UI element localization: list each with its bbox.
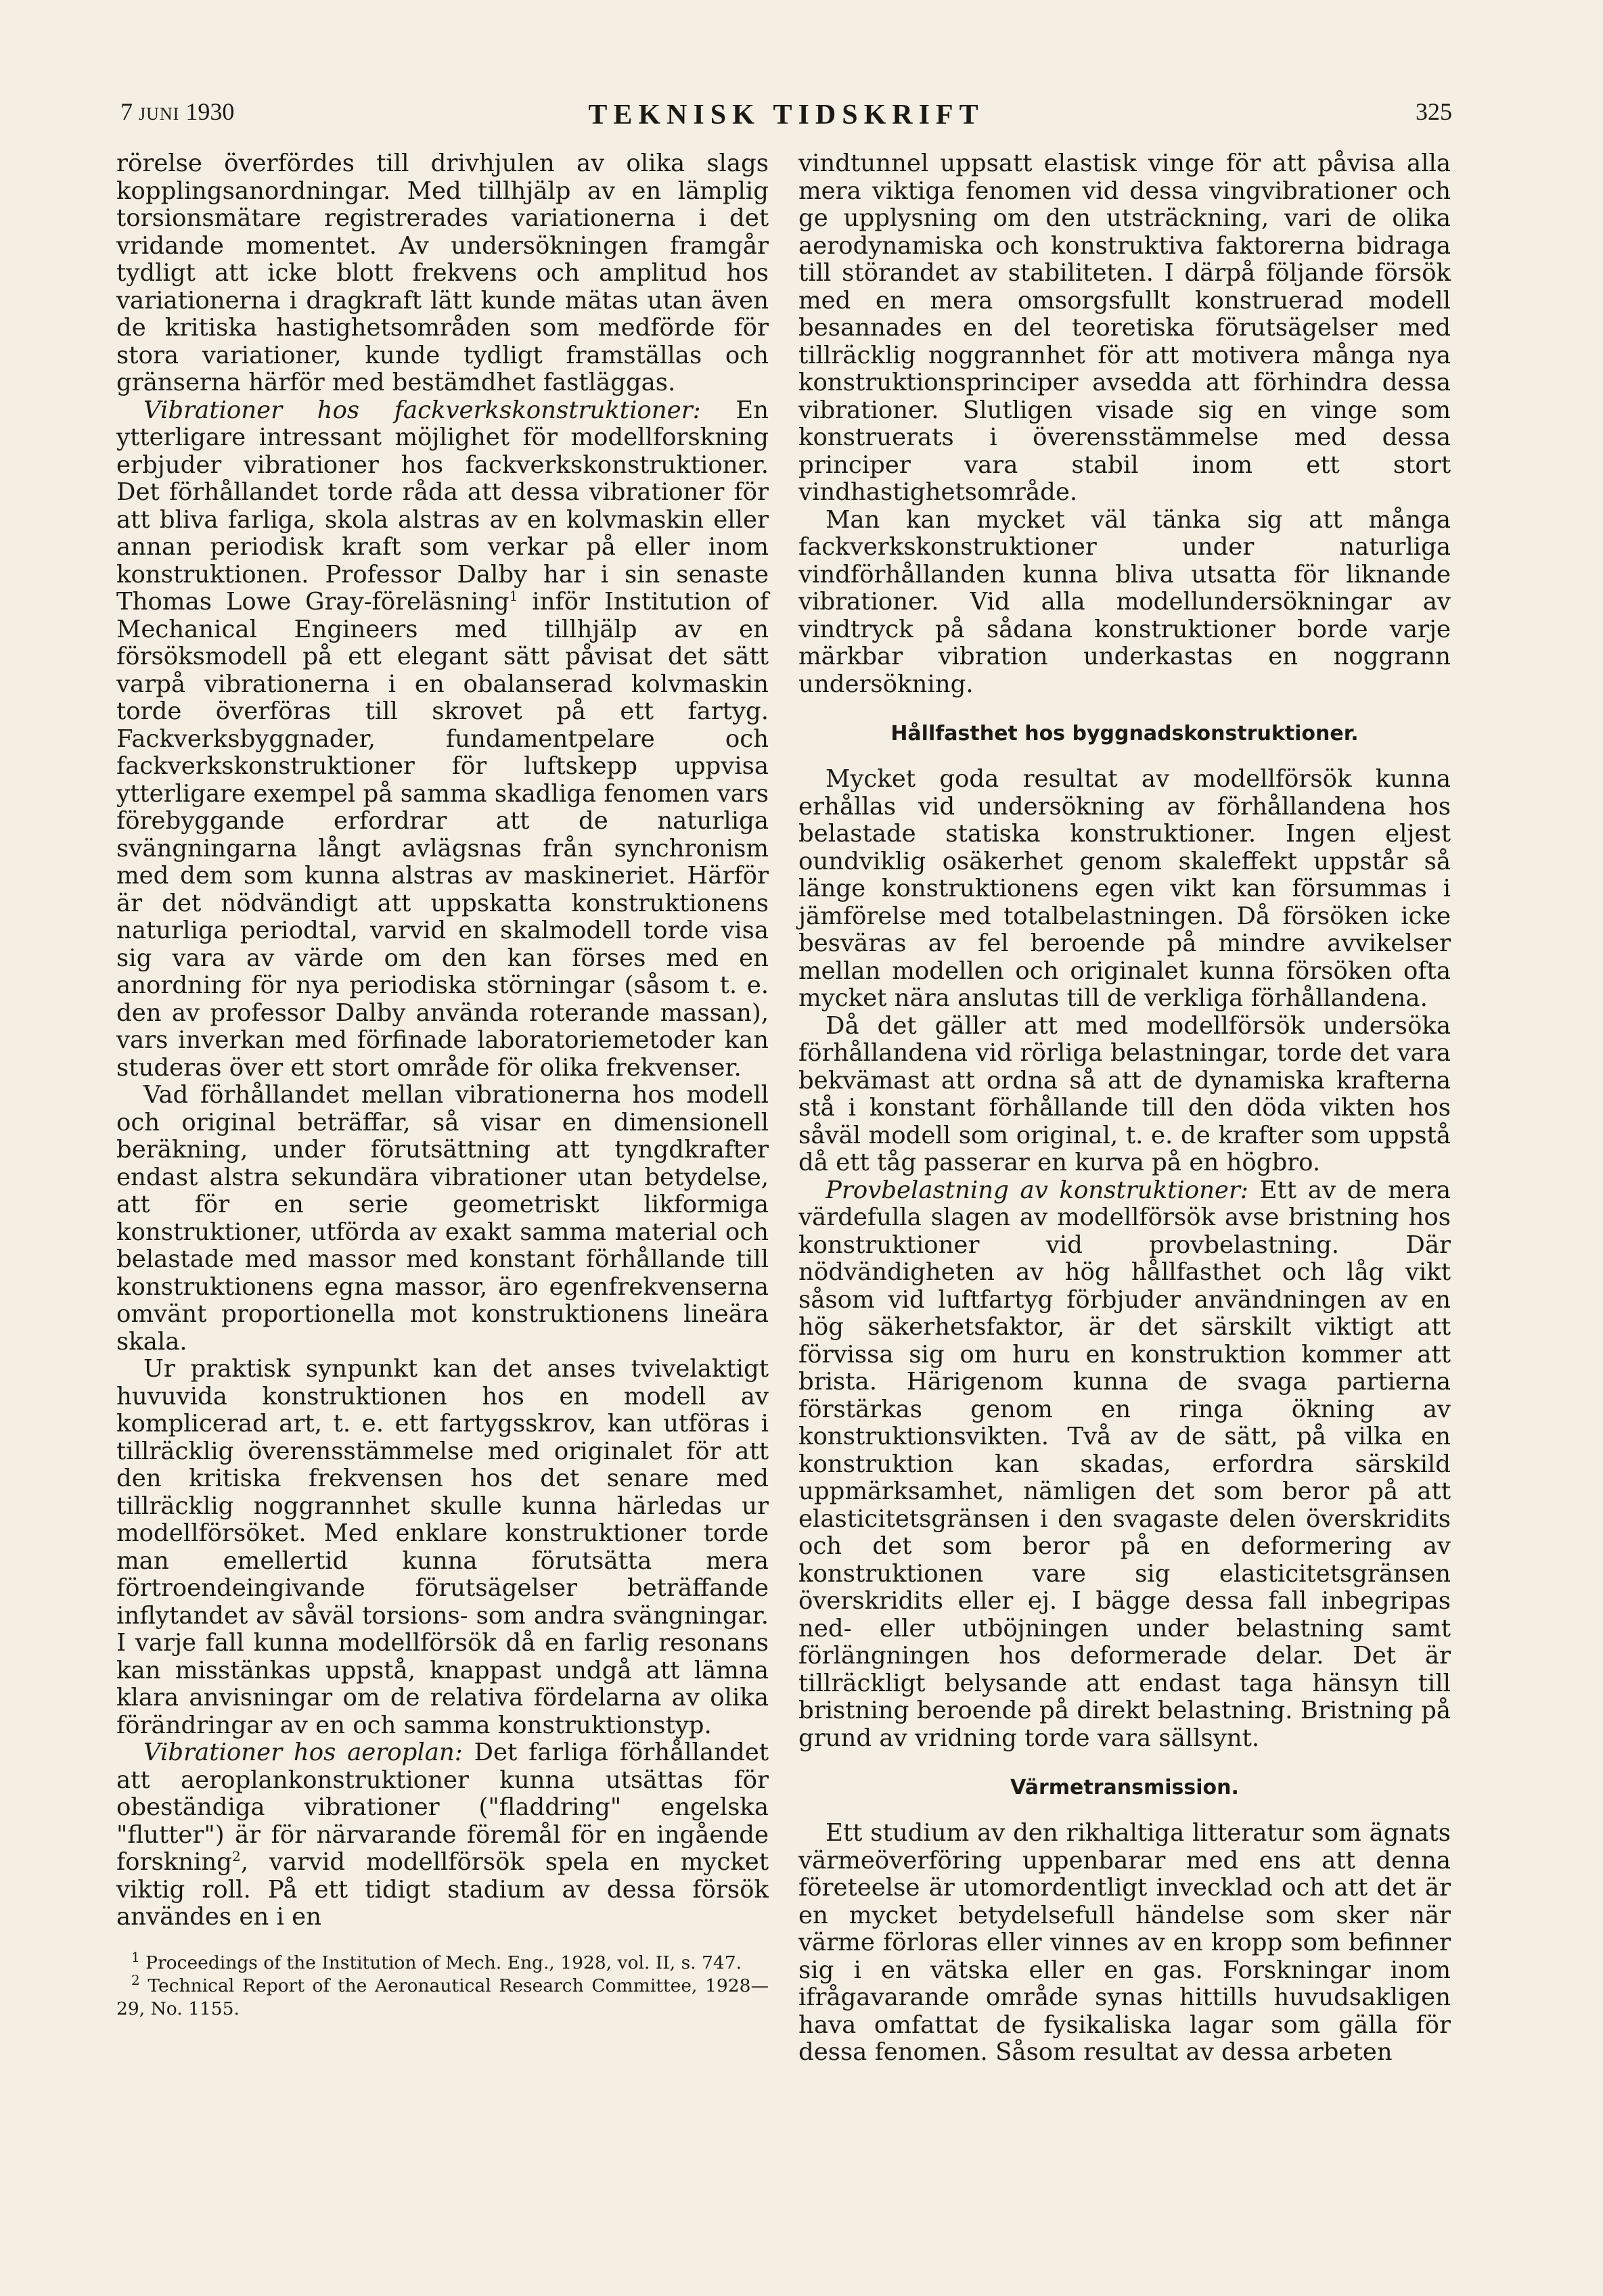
footnote: $^2$ Technical Report of the Aeronautical Research Committee, 1928—29, No. 1155.: [116, 1971, 769, 2019]
paragraph: Vad förhållandet mellan vibrationerna hos modell och original beträffar, så visar en dimensionell beräkning, under förutsättning att tyngdkrafter endast alstra sekundära vibrationer utan betydelse, att för en serie geometriskt likformiga konstruktioner, utförda av exakt samma material och belastade med massor med konstant förhållande till konstruktionens egna massor, äro egenfrekvenserna omvänt proportionella mot konstruktionens lineära skala.: [116, 1081, 769, 1356]
paragraph: Ett studium av den rikhaltiga litteratur som ägnats värmeöverföring uppenbarar med ens att denna företeelse är utomordentligt invecklad och att det är en mycket betydelsefull händelse som sker när värme förloras eller vinnes av en kropp som befinner sig i en vätska eller en gas. Forskningar inom ifrågavarande område synas hittills huvudsakligen hava omfattat de fysikaliska lagar som gälla för dessa fenomen. Såsom resultat av dessa arbeten: [798, 1819, 1451, 2066]
paragraph: Provbelastning av konstruktioner: Ett av de mera värdefulla slagen av modellförsök avse bristning hos konstruktioner vid provbelastning. Där nödvändigheten av hög hållfasthet och låg vikt såsom vid luftfartyg förbjuder användningen av en hög säkerhetsfaktor, är det särskilt viktigt att förvissa sig om huru en konstruktion kommer att brista. Härigenom kunna de svaga partierna förstärkas genom en ringa ökning av konstruktionsvikten. Två av de sätt, på vilka en konstruktion kan skadas, erfordra särskild uppmärksamhet, nämligen det som beror på att elasticitetsgränsen i den svagaste delen överskridits och det som beror på en deformering av konstruktionen vare sig elasticitetsgränsen överskridits eller ej. I bägge dessa fall inbegripas ned- eller utböjningen under belastning samt förlängningen hos deformerade delar. Det är tillräckligt belysande att endast taga hänsyn till bristning beroende på direkt belastning. Bristning på grund av vridning torde vara sällsynt.: [798, 1176, 1451, 1752]
paragraph: Då det gäller att med modellförsök undersöka förhållandena vid rörliga belastningar, torde det vara bekvämast att ordna så att de dynamiska krafterna stå i konstant förhållande till den döda vikten hos såväl modell som original, t. e. de krafter som uppstå då ett tåg passerar en kurva på en högbro.: [798, 1011, 1451, 1176]
page-header: [120, 93, 1452, 134]
footnote-mark: 1: [131, 1948, 140, 1965]
section-heading: Hållfasthet hos byggnadskonstruktioner.: [890, 722, 1359, 745]
paragraph: Mycket goda resultat av modellförsök kunna erhållas vid undersökning av förhållandena hos belastade statiska konstruktioner. Ingen eljest oundviklig osäkerhet genom skaleffekt uppstår så länge konstruktionens egen vikt kan försummas i jämförelse med totalbelastningen. Då försöken icke besväras av fel beroende på mindre avvikelser mellan modellen och originalet kunna försöken ofta mycket nära anslutas till de verkliga förhållandena.: [798, 765, 1451, 1012]
footnote-mark: 2: [131, 1971, 140, 1988]
paragraph: Ur praktisk synpunkt kan det anses tvivelaktigt huvuvida konstruktionen hos en modell av komplicerad art, t. e. ett fartygsskrov, kan utföras i tillräcklig överensstämmelse med originalet för att den kritiska frekvensen hos det senare med tillräcklig noggrannhet skulle kunna härledas ur modellförsöket. Med enklare konstruktioner torde man emellertid kunna förutsätta mera förtroendeingivande förutsägelser beträffande inflytandet av såväl torsions- som andra svängningar. I varje fall kunna modellförsök då en farlig resonans kan misstänkas uppstå, knappast undgå att lämna klara anvisningar om de relativa fördelarna av olika förändringar av en och samma konstruktionstyp.: [116, 1355, 769, 1739]
paragraph: Vibrationer hos fackverkskonstruktioner: En ytterligare intressant möjlighet för modellforskning erbjuder vibrationer hos fackverkskonstruktioner. Det förhållandet torde råda att dessa vibrationer för att bliva farliga, skola alstras av en kolvmaskin eller annan periodisk kraft som verkar på eller inom konstruktionen. Professor Dalby har i sin senaste Thomas Lowe Gray-föreläsning$^1$ inför Institution of Mechanical Engineers med tillhjälp av en försöksmodell på ett elegant sätt påvisat det sätt varpå vibrationerna i en obalanserad kolvmaskin torde överföras till skrovet på ett fartyg. Fackverksbyggnader, fundamentpelare och fackverkskonstruktioner för luftskepp uppvisa ytterligare exempel på samma skadliga fenomen vars förebyggande erfordrar att de naturliga svängningarna långt avlägsnas från synchronism med dem som kunna alstras av maskineriet. Härför är det nödvändigt att uppskatta konstruktionens naturliga periodtal, varvid en skalmodell torde visa sig vara av värde om den kan förses med en anordning för nya periodiska störningar (såsom t. e. den av professor Dalby använda roterande massan), vars inverkan med förfinade laboratoriemetoder kan studeras över ett stort område för olika frekvenser.: [116, 396, 769, 1082]
journal-title: TEKNISK TIDSKRIFT: [588, 99, 985, 131]
page-number: 325: [1416, 98, 1452, 125]
footnotes: [116, 1948, 769, 2021]
section-run-in-title: Vibrationer hos fackverkskonstruktioner:: [143, 396, 701, 424]
issue-month: JUNI: [139, 104, 180, 124]
footnote-ref: 1: [509, 588, 518, 605]
section-run-in-title: Vibrationer hos aeroplan:: [143, 1739, 463, 1766]
section-run-in-title: Provbelastning av konstruktioner:: [826, 1176, 1248, 1204]
paragraph: rörelse överfördes till drivhjulen av olika slags kopplingsanordningar. Med tillhjälp av en lämplig torsionsmätare registrerades variationerna i det vridande momentet. Av undersökningen framgår tydligt att icke blott frekvens och amplitud hos variationerna i dragkraft lätt kunde mätas utan även de kritiska hastighetsområden som medförde för stora variationer, kunde tydligt framställas och gränserna härför med bestämdhet fastläggas.: [116, 150, 769, 396]
left-column: [116, 150, 769, 2021]
issue-day: 7: [120, 98, 133, 125]
footnote-ref: 2: [232, 1848, 241, 1865]
issue-year: 1930: [185, 98, 235, 125]
section-heading: Värmetransmission.: [1010, 1776, 1239, 1799]
right-column: [798, 150, 1451, 2067]
footnote: $^1$ Proceedings of the Institution of Mech. Eng., 1928, vol. II, s. 747.: [131, 1948, 742, 1973]
paragraph: Vibrationer hos aeroplan: Det farliga förhållandet att aeroplankonstruktioner kunna utsättas för obeständiga vibrationer ("fladdring" engelska "flutter") är för närvarande föremål för en ingående forskning$^2$, varvid modellförsök spela en mycket viktig roll. På ett tidigt stadium av dessa försök användes en i en: [116, 1739, 769, 1931]
paragraph: vindtunnel uppsatt elastisk vinge för att påvisa alla mera viktiga fenomen vid dessa vingvibrationer och ge upplysning om den utsträckning, vari de olika aerodynamiska och konstruktiva faktorerna bidraga till störandet av stabiliteten. I därpå följande försök med en mera omsorgsfullt konstruerad modell besannades en del teoretiska förutsägelser med tillräcklig noggrannhet för att motivera många nya konstruktionsprinciper avsedda att förhindra dessa vibrationer. Slutligen visade sig en vinge som konstruerats i överensstämmelse med dessa principer vara stabil inom ett stort vindhastighetsområde.: [798, 150, 1451, 506]
paragraph: Man kan mycket väl tänka sig att många fackverkskonstruktioner under naturliga vindförhållanden kunna bliva utsatta för liknande vibrationer. Vid alla modellundersökningar av vindtryck på sådana konstruktioner borde varje märkbar vibration underkastas en noggrann undersökning.: [798, 505, 1451, 698]
